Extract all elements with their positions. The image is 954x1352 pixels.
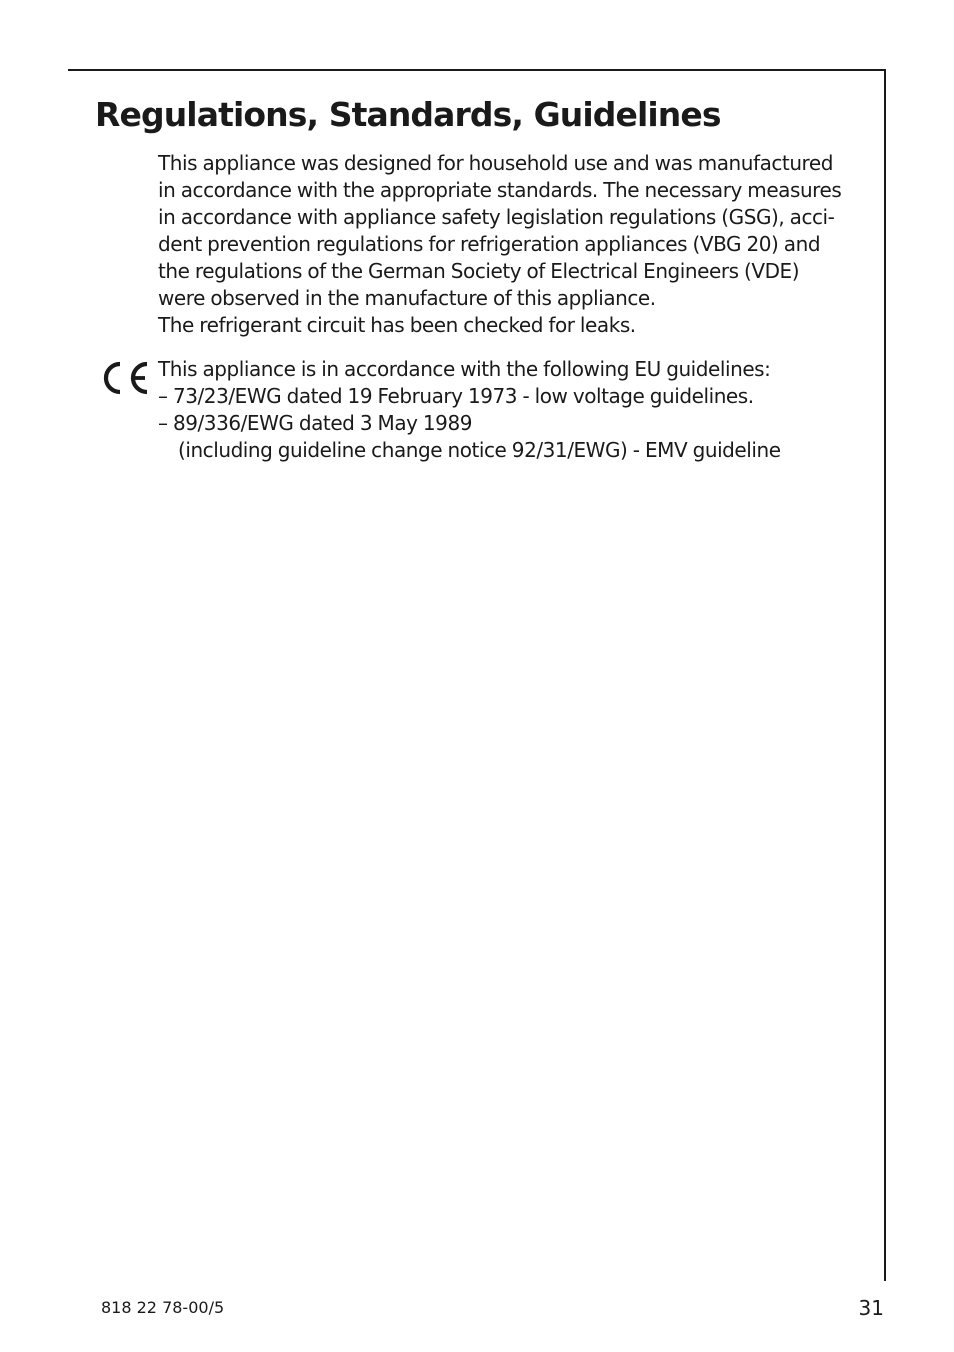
guideline-list-item-continuation: (including guideline change notice 92/31/EWG) - EMV guideline xyxy=(178,438,781,462)
eu-guidelines-paragraph xyxy=(158,356,781,464)
paragraph-line: dent prevention regulations for refrigeration appliances (VBG 20) and xyxy=(158,232,821,256)
paragraph-line: This appliance was designed for household use and was manufactured xyxy=(158,151,833,175)
page-title: Regulations, Standards, Guidelines xyxy=(95,95,721,134)
paragraph-line: were observed in the manufacture of this appliance. xyxy=(158,286,656,310)
paragraph-line: This appliance is in accordance with the following EU guidelines: xyxy=(158,357,771,381)
ce-mark-icon xyxy=(100,360,152,396)
guideline-list-item: – 73/23/EWG dated 19 February 1973 - low voltage guidelines. xyxy=(158,384,754,408)
intro-paragraph xyxy=(158,150,841,339)
top-border-rule xyxy=(68,69,886,71)
paragraph-line: The refrigerant circuit has been checked for leaks. xyxy=(158,313,636,337)
guideline-list-item: – 89/336/EWG dated 3 May 1989 xyxy=(158,411,473,435)
paragraph-line: in accordance with the appropriate standards. The necessary measures xyxy=(158,178,842,202)
paragraph-line: in accordance with appliance safety legislation regulations (GSG), acci- xyxy=(158,205,835,229)
right-border-rule xyxy=(884,69,886,1281)
document-code: 818 22 78-00/5 xyxy=(101,1298,225,1317)
page-number: 31 xyxy=(858,1296,884,1320)
paragraph-line: the regulations of the German Society of Electrical Engineers (VDE) xyxy=(158,259,800,283)
